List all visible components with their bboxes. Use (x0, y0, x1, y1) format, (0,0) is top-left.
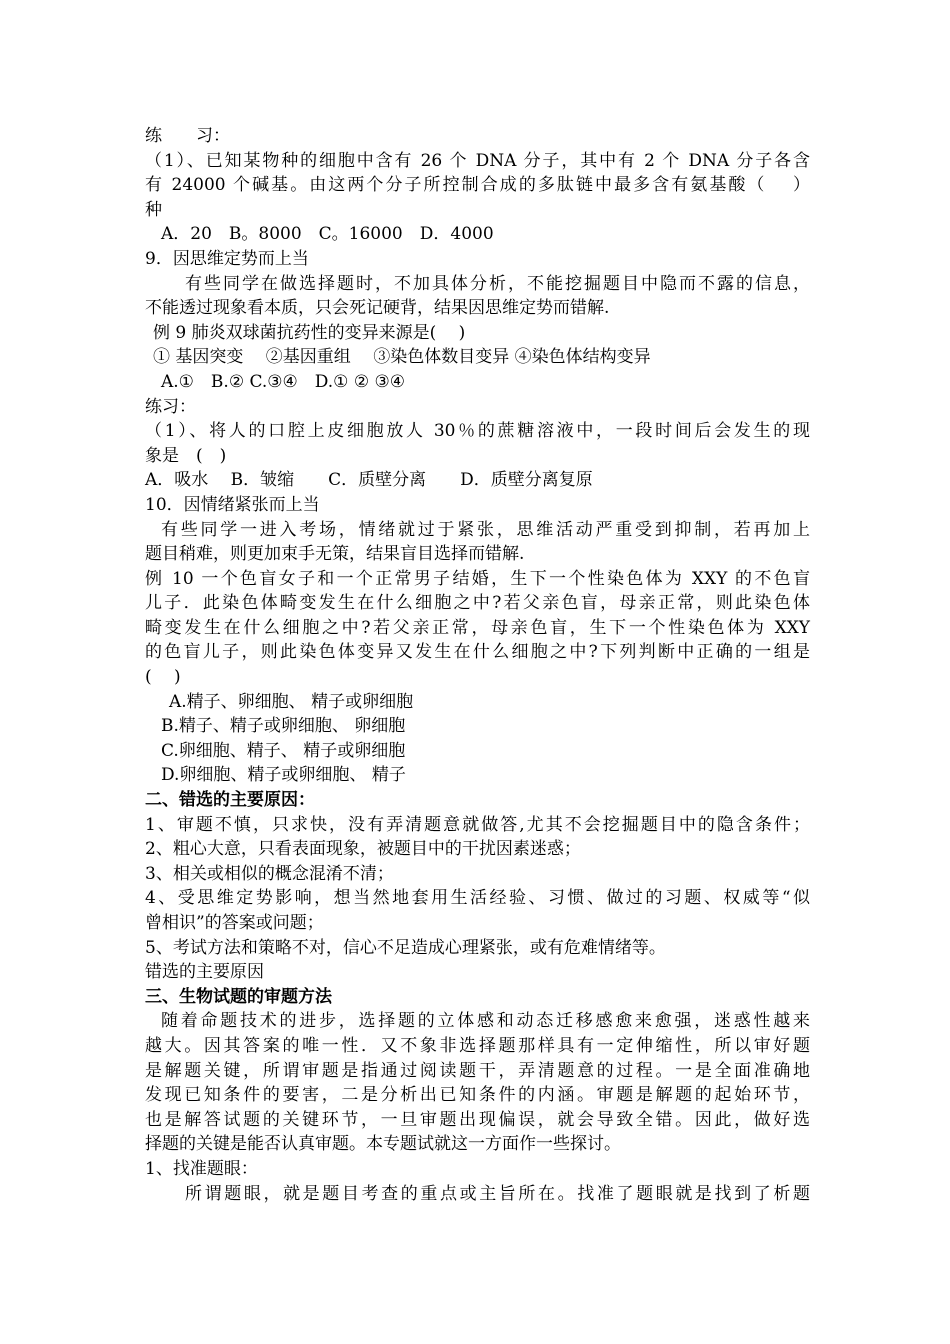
example-10-question-cont-1: 儿子．此染色体畸变发生在什么细胞之中?若父亲色盲，母亲正常，则此染色体 (145, 593, 810, 614)
practice-2-question: （1）、将人的口腔上皮细胞放人 30％的蔗糖溶液中，一段时间后会发生的现 (145, 421, 810, 442)
section-10-paragraph-cont: 题目稍难，则更加束手无策，结果盲目选择而错解. (145, 544, 525, 565)
practice-question-1-options: A．20 B。8000 C。16000 D．4000 (161, 224, 494, 245)
main-reasons-caption: 错选的主要原因 (145, 962, 264, 983)
reason-1: 1、审题不慎，只求快，没有弄清题意就做答,尤其不会挖掘题目中的隐含条件； (145, 814, 810, 835)
example-10-option-d: D.卵细胞、精子或卵细胞、 精子 (161, 765, 406, 786)
example-10-question: 例 10 一个色盲女子和一个正常男子结婚，生下一个性染色体为 XXY 的不色盲 (145, 568, 810, 589)
section-2-heading: 二、错选的主要原因： (145, 790, 315, 811)
practice-question-1: （1）、已知某物种的细胞中含有 26 个 DNA 分子，其中有 2 个 DNA 分子各含 (145, 150, 810, 171)
section-3-paragraph-2: 越大。因其答案的唯一性．又不象非选择题那样具有一定伸缩性，所以审好题 (145, 1035, 810, 1056)
reason-2: 2、粗心大意，只看表面现象，被题目中的干扰因素迷惑； (145, 839, 581, 860)
practice-2-question-cont: 象是 ( ) (145, 445, 227, 466)
heading-practice-2: 练习： (145, 396, 196, 417)
practice-question-1-end: 种 (145, 199, 162, 220)
example-10-option-b: B.精子、精子或卵细胞、 卵细胞 (161, 716, 406, 737)
subsection-1-heading: 1、找准题眼： (145, 1158, 258, 1179)
reason-5: 5、考试方法和策略不对，信心不足造成心理紧张，或有危难情绪等。 (145, 937, 666, 958)
section-9-paragraph-cont: 不能透过现象看本质，只会死记硬背，结果因思维定势而错解. (145, 298, 610, 319)
reason-3: 3、相关或相似的概念混淆不清； (145, 863, 394, 884)
section-10-paragraph: 有些同学一进入考场，情绪就过于紧张，思维活动严重受到抑制，若再加上 (161, 519, 810, 540)
practice-question-1-cont: 有 24000 个碱基。由这两个分子所控制合成的多肽链中最多含有氨基酸（ ） (145, 175, 810, 196)
section-3-paragraph-6: 择题的关键是能否认真审题。本专题试就这一方面作一些探讨。 (145, 1134, 621, 1155)
section-9-paragraph: 有些同学在做选择题时，不加具体分析，不能挖掘题目中隐而不露的信息， (185, 273, 810, 294)
section-10-heading: 10．因情绪紧张而上当 (145, 494, 320, 515)
section-3-paragraph-5: 也是解答试题的关键环节，一旦审题出现偏误，就会导致全错。因此，做好选 (145, 1109, 810, 1130)
practice-2-options: A．吸水 B．皱缩 C．质壁分离 D．质壁分离复原 (145, 470, 593, 491)
example-10-question-cont-3: 的色盲儿子，则此染色体变异又发生在什么细胞之中?下列判断中正确的一组是 (145, 642, 810, 663)
example-9-items: ① 基因突变 ②基因重组 ③染色体数目变异 ④染色体结构变异 (153, 347, 651, 368)
reason-4-cont: 曾相识”的答案或问题； (145, 913, 324, 933)
document-page (145, 124, 810, 1206)
example-10-option-c: C.卵细胞、精子、 精子或卵细胞 (161, 740, 406, 761)
subsection-1-paragraph: 所谓题眼，就是题目考查的重点或主旨所在。找准了题眼就是找到了析题 (185, 1183, 810, 1204)
example-9-options: A.① B.② C.③④ D.① ② ③④ (161, 371, 405, 392)
section-3-heading: 三、生物试题的审题方法 (145, 986, 332, 1007)
example-9-question: 例 9 肺炎双球菌抗药性的变异来源是( ) (153, 322, 466, 343)
reason-4: 4、受思维定势影响，想当然地套用生活经验、习惯、做过的习题、权威等“似 (145, 888, 810, 909)
section-9-heading: 9．因思维定势而上当 (145, 248, 309, 269)
example-10-option-a: A.精子、卵细胞、 精子或卵细胞 (169, 691, 414, 712)
section-3-paragraph-3: 是解题关键，所谓审题是指通过阅读题干，弄清题意的过程。一是全面准确地 (145, 1060, 810, 1081)
example-10-bracket: ( ) (145, 667, 181, 688)
heading-practice: 练 习： (145, 126, 230, 146)
example-10-question-cont-2: 畸变发生在什么细胞之中?若父亲正常，母亲色盲，生下一个性染色体为 XXY (145, 617, 810, 638)
section-3-paragraph-1: 随着命题技术的进步，选择题的立体感和动态迁移感愈来愈强，迷惑性越来 (161, 1011, 810, 1032)
section-3-paragraph-4: 发现已知条件的要害，二是分析出已知条件的内涵。审题是解题的起始环节， (145, 1085, 810, 1106)
